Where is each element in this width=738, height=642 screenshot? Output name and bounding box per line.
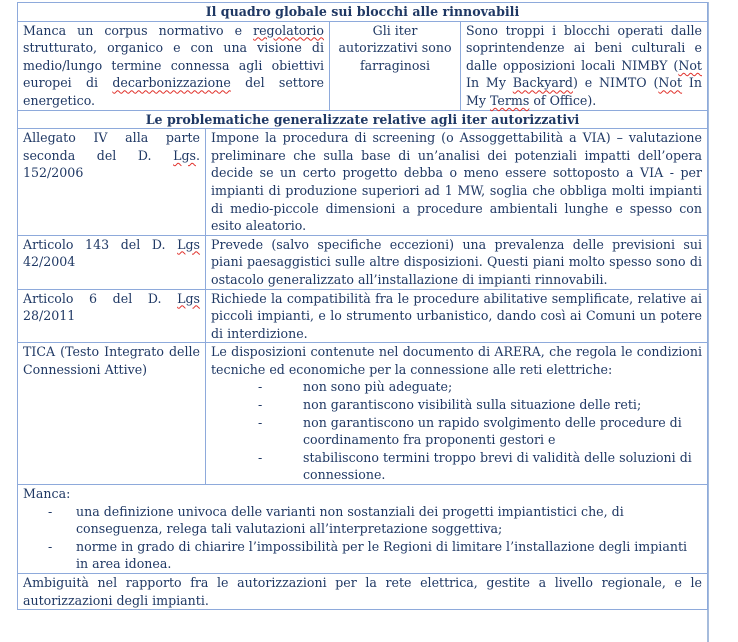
table-row bbox=[18, 235, 708, 289]
table-row bbox=[18, 574, 708, 610]
list-item: - norme in grado di chiarire l’impossibilità per le Regioni di limitare l’installazione degli impianti in area idonea. bbox=[48, 538, 702, 573]
spellcheck-word: Terms bbox=[490, 92, 530, 108]
regulatory-gap-cell: Manca un corpus normativo e regolatorio strutturato, organico e con una visione di medio/lungo termine connessa agli obiettivi europei di decarbonizzazione del settore energetico. bbox=[18, 21, 330, 110]
norm-description: Prevede (salvo specifiche eccezioni) una prevalenza delle previsioni sui piani paesaggistici sulle altre disposizioni. Questi piani molto spesso sono di ostacolo generalizzato all’installazione di impianti rinnovabili. bbox=[206, 235, 708, 289]
spellcheck-word: Backyard bbox=[512, 75, 573, 91]
tica-intro: Le disposizioni contenute nel documento di ARERA, che regola le condizioni tecniche ed economiche per la connessione alle reti elettriche: bbox=[211, 344, 702, 377]
norm-description bbox=[206, 343, 708, 485]
document bbox=[17, 2, 707, 610]
norm-description: Impone la procedura di screening (o Assoggettabilità a VIA) – valutazione preliminare che sulla base di un’analisi dei potenziali impatti dell’opera decide se un certo progetto debba o meno essere sottoposto a VIA - per impianti di produzione superiori ad 1 MW, soglia che obbliga molti impianti di medio-piccole dimensioni a procedure ambientali lunghe e spesso con esito aleatorio. bbox=[206, 129, 708, 236]
section-header-row bbox=[18, 110, 708, 129]
list-item: - una definizione univoca delle varianti non sostanziali dei progetti impiantistici che, di conseguenza, relega tali valutazioni all’interpretazione soggettiva; bbox=[48, 503, 702, 538]
list-item: - non garantiscono un rapido svolgimento delle procedure di coordinamento fra proponenti gestori e bbox=[258, 414, 702, 449]
norm-label: Articolo 6 del D. Lgs 28/2011 bbox=[18, 289, 206, 343]
manca-cell bbox=[18, 485, 708, 574]
spellcheck-word: decarbonizzazione bbox=[112, 75, 231, 91]
manca-bullet-list bbox=[23, 503, 702, 573]
spellcheck-word: Not bbox=[678, 57, 702, 73]
spellcheck-word: Lgs bbox=[177, 290, 200, 306]
ambiguity-cell: Ambiguità nel rapporto fra le autorizzazioni per la rete elettrica, gestite a livello regionale, e le autorizzazioni degli impianti. bbox=[18, 574, 708, 610]
section2-title: Le problematiche generalizzate relative agli iter autorizzativi bbox=[18, 110, 708, 129]
tica-bullet-list bbox=[211, 378, 702, 484]
list-item: - stabiliscono termini troppo brevi di validità delle soluzioni di connessione. bbox=[258, 449, 702, 484]
table-row bbox=[18, 485, 708, 574]
spellcheck-word: Lgs bbox=[173, 147, 196, 163]
list-item: - non garantiscono visibilità sulla situazione delle reti; bbox=[258, 396, 702, 414]
global-framework-table bbox=[17, 2, 708, 111]
section1-title: Il quadro globale sui blocchi alle rinnovabili bbox=[18, 3, 708, 22]
table-row bbox=[18, 289, 708, 343]
norm-label: Articolo 143 del D. Lgs 42/2004 bbox=[18, 235, 206, 289]
manca-intro: Manca: bbox=[23, 486, 71, 502]
list-item: - non sono più adeguate; bbox=[258, 378, 702, 396]
table-row bbox=[18, 21, 708, 110]
norm-label: TICA (Testo Integrato delle Connessioni Attive) bbox=[18, 343, 206, 485]
spellcheck-word: Lgs bbox=[177, 236, 200, 252]
table-row bbox=[18, 129, 708, 236]
table-row bbox=[18, 343, 708, 485]
iter-cell: Gli iter autorizzativi sono farraginosi bbox=[330, 21, 461, 110]
nimby-cell: Sono troppi i blocchi operati dalle soprintendenze ai beni culturali e dalle opposizioni locali NIMBY (Not In My Backyard) e NIMTO (Not In My Terms of Office). bbox=[461, 21, 708, 110]
authorization-issues-table bbox=[17, 110, 708, 611]
norm-label: Allegato IV alla parte seconda del D. Lgs. 152/2006 bbox=[18, 129, 206, 236]
norm-description: Richiede la compatibilità fra le procedure abilitative semplificate, relative ai piccoli impianti, e lo strumento urbanistico, dando così ai Comuni un potere di interdizione. bbox=[206, 289, 708, 343]
spellcheck-word: regolatorio bbox=[253, 22, 324, 38]
spellcheck-word: Not bbox=[658, 75, 683, 91]
section-header-row bbox=[18, 3, 708, 22]
